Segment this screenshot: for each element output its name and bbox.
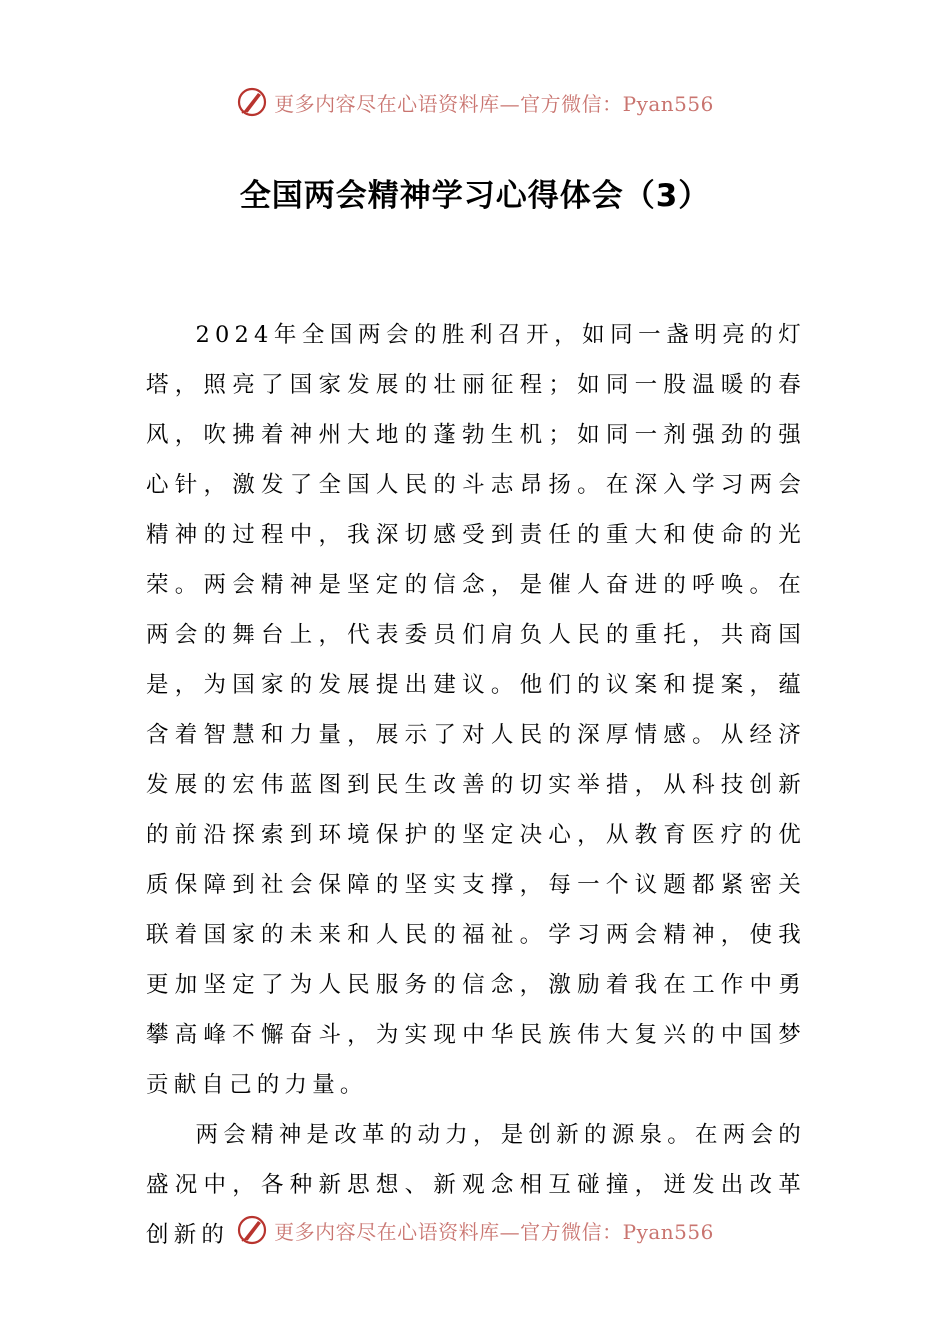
watermark-text: 更多内容尽在心语资料库—官方微信：Pyan556 xyxy=(274,1219,714,1244)
document-body xyxy=(146,310,806,1260)
quill-pen-logo-icon xyxy=(236,86,268,118)
header-watermark-banner xyxy=(0,82,950,122)
document-title: 全国两会精神学习心得体会（3） xyxy=(239,178,711,214)
paragraph: 两会精神是改革的动力，是创新的源泉。在两会的盛况中，各种新思想、新观念相互碰撞，迸发出改革创新的 xyxy=(146,1122,806,1248)
footer-watermark-banner xyxy=(0,1210,950,1250)
paragraph: 2024年全国两会的胜利召开，如同一盏明亮的灯塔，照亮了国家发展的壮丽征程；如同一股温暖的春风，吹拂着神州大地的蓬勃生机；如同一剂强劲的强心针，激发了全国人民的斗志昂扬。在深入学习两会精神的过程中，我深切感受到责任的重大和使命的光荣。两会精神是坚定的信念，是催人奋进的呼唤。在两会的舞台上，代表委员们肩负人民的重托，共商国是，为国家的发展提出建议。他们的议案和提案，蕴含着智慧和力量，展示了对人民的深厚情感。从经济发展的宏伟蓝图到民生改善的切实举措，从科技创新的前沿探索到环境保护的坚定决心，从教育医疗的优质保障到社会保障的坚实支撑，每一个议题都紧密关联着国家的未来和人民的福祉。学习两会精神，使我更加坚定了为人民服务的信念，激励着我在工作中勇攀高峰不懈奋斗，为实现中华民族伟大复兴的中国梦贡献自己的力量。 xyxy=(146,322,806,1098)
quill-pen-logo-icon xyxy=(236,1214,268,1246)
watermark-text: 更多内容尽在心语资料库—官方微信：Pyan556 xyxy=(274,91,714,116)
